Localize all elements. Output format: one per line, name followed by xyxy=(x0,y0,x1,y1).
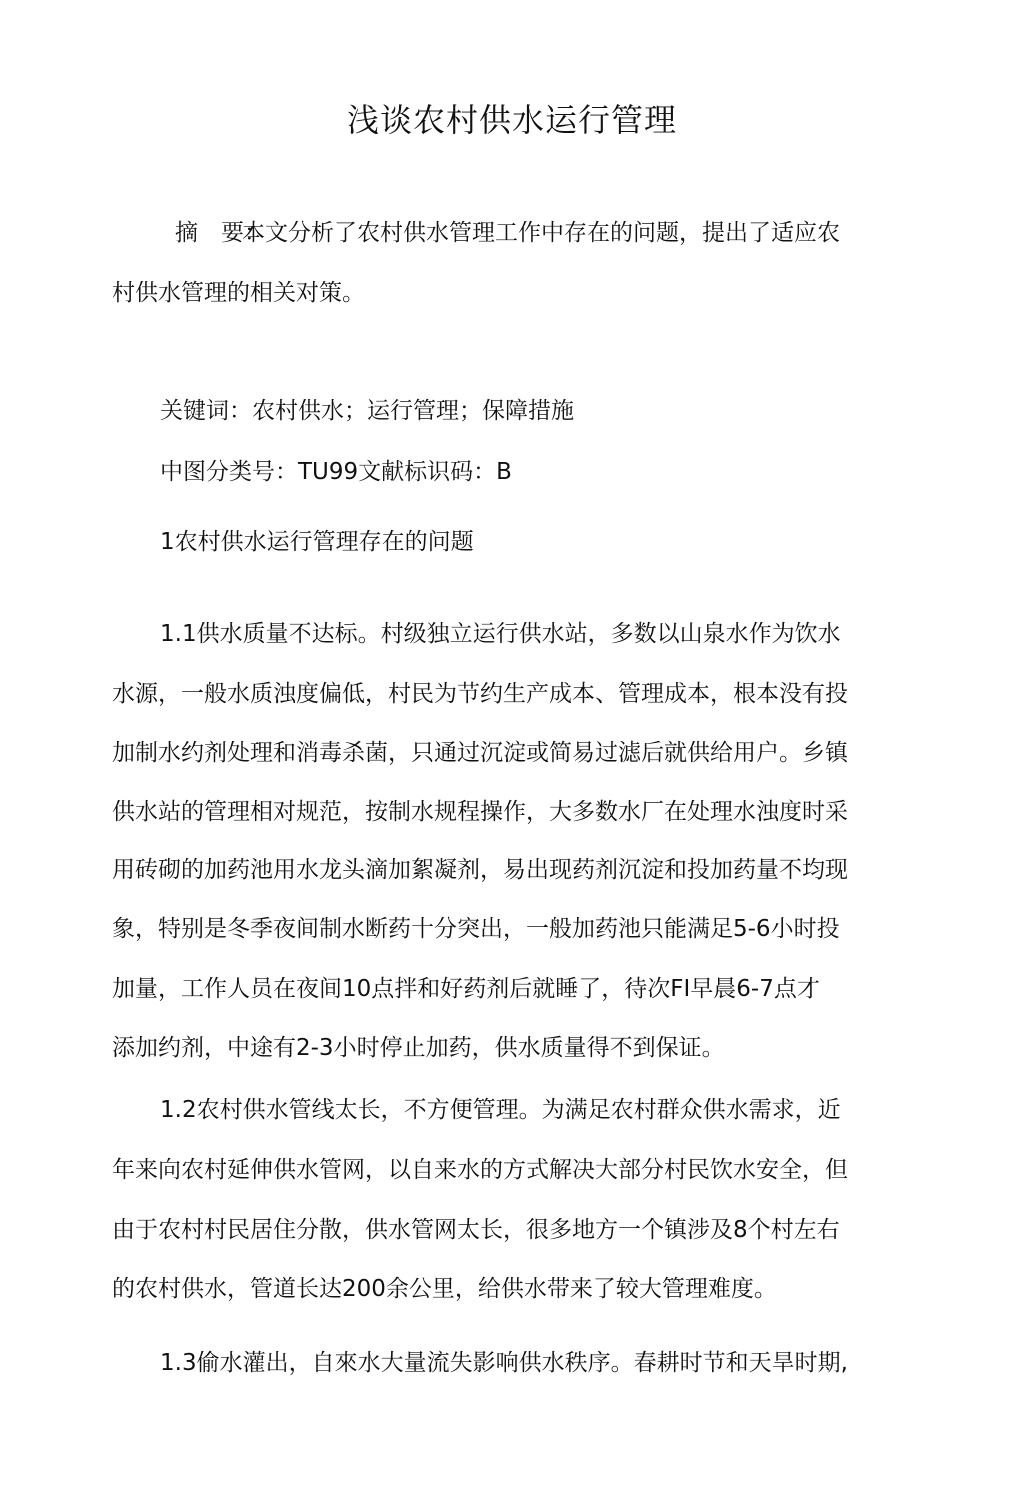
keywords-line: 关键词：农村供水；运行管理；保障措施 xyxy=(160,398,574,424)
paragraph-line: 象，特别是冬季夜间制水断药十分突出，一般加药池只能满足5-6小时投 xyxy=(112,916,840,942)
abstract-line-2: 村供水管理的相关对策。 xyxy=(112,280,365,306)
paragraph-line: 由于农村村民居住分散，供水管网太长，很多地方一个镇涉及8个村左右 xyxy=(112,1217,840,1243)
paragraph-line: 加量，工作人员在夜间10点拌和好药剂后就睡了，待次FI早晨6-7点才 xyxy=(112,976,820,1002)
page-title: 浅谈农村供水运行管理 xyxy=(346,101,677,139)
paragraph-line: 1.3偷水灌出，自來水大量流失影响供水秩序。春耕时节和天旱时期, xyxy=(160,1350,848,1376)
paragraph-line: 的农村供水，管道长达200余公里，给供水带来了较大管理难度。 xyxy=(112,1276,777,1302)
paragraph-line: 添加约剂，中途有2-3小时停止加药，供水质量得不到保证。 xyxy=(112,1035,725,1061)
paragraph-line: 加制水约剂处理和消毒杀菌，只通过沉淀或简易过滤后就供给用户。乡镇 xyxy=(112,740,848,766)
abstract-line-1: 本文分析了农村供水管理工作中存在的问题，提出了适应农 xyxy=(242,220,840,246)
paragraph-line: 1.1供水质量不达标。村级独立运行供水站，多数以山泉水作为饮水 xyxy=(160,621,841,647)
paragraph-line: 用砖砌的加药池用水龙头滴加絮凝剂，易出现药剂沉淀和投加药量不均现 xyxy=(112,857,848,883)
paragraph-line: 水源，一般水质浊度偏低，村民为节约生产成本、管理成本，根本没有投 xyxy=(112,681,848,707)
paragraph-line: 1.2农村供水管线太长，不方便管理。为满足农村群众供水需求，近 xyxy=(160,1097,841,1123)
paragraph-line: 供水站的管理相对规范，按制水规程操作，大多数水厂在处理水浊度时采 xyxy=(112,799,848,825)
paragraph-line: 年来向农村延伸供水管网，以自来水的方式解决大部分村民饮水安全，但 xyxy=(112,1157,848,1183)
section-heading: 1农村供水运行管理存在的问题 xyxy=(160,529,474,555)
classification-line: 中图分类号：TU99文献标识码：B xyxy=(160,459,512,485)
abstract-label: 摘 要： xyxy=(175,220,267,246)
